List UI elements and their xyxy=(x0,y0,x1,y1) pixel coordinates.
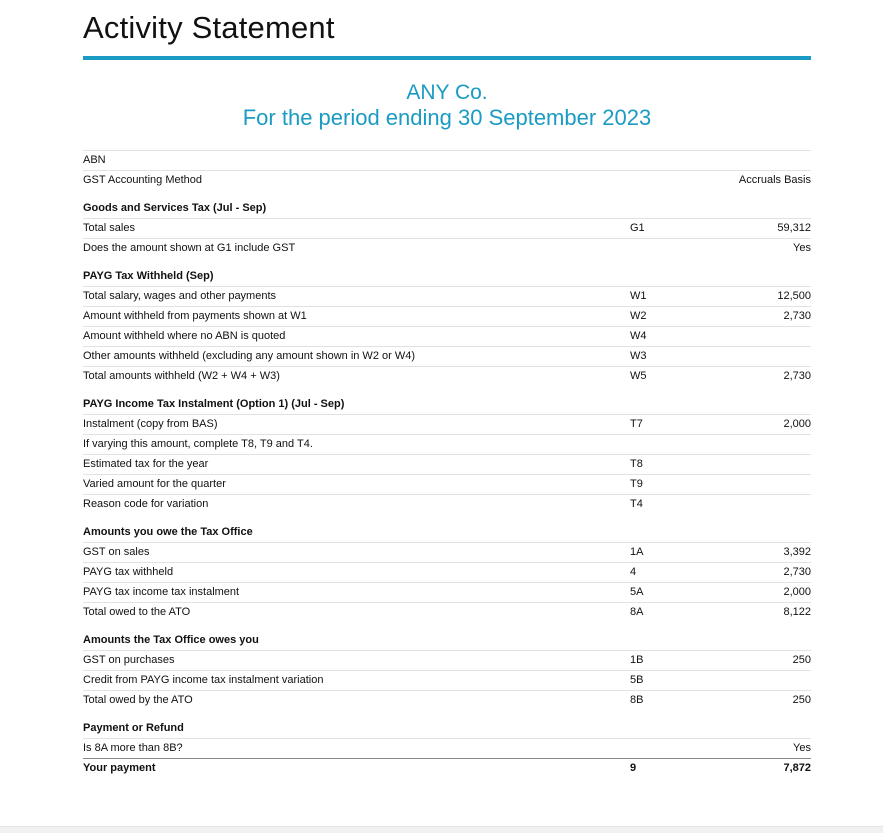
row-value: 2,730 xyxy=(783,370,811,382)
row-label: Does the amount shown at G1 include GST xyxy=(83,242,296,254)
row-label: Estimated tax for the year xyxy=(83,458,209,470)
row-label: Other amounts withheld (excluding any amount shown in W2 or W4) xyxy=(83,350,415,362)
table-row xyxy=(83,286,811,306)
row-label: Varied amount for the quarter xyxy=(83,478,226,490)
row-value: Yes xyxy=(793,242,811,254)
row-label: PAYG tax withheld xyxy=(83,566,174,578)
row-value: 12,500 xyxy=(777,290,811,302)
row-code: T9 xyxy=(630,478,643,490)
row-code: G1 xyxy=(630,222,645,234)
row-value: Accruals Basis xyxy=(738,174,811,186)
row-code: 4 xyxy=(630,566,637,578)
row-value: 2,000 xyxy=(783,418,811,430)
row-label: Total owed to the ATO xyxy=(83,606,191,618)
row-code: 8B xyxy=(630,694,644,706)
row-code: 5B xyxy=(630,674,644,686)
row-value: 7,872 xyxy=(783,762,811,774)
section-heading: Payment or Refund xyxy=(83,722,184,734)
table-row xyxy=(83,562,811,582)
table-row xyxy=(83,306,811,326)
row-code: W4 xyxy=(630,330,647,342)
row-code: T4 xyxy=(630,498,643,510)
row-label: Your payment xyxy=(83,762,156,774)
row-code: 1A xyxy=(630,546,644,558)
table-row xyxy=(83,434,811,454)
row-value: 2,730 xyxy=(783,310,811,322)
table-row xyxy=(83,690,811,710)
row-code: 5A xyxy=(630,586,644,598)
row-code: 8A xyxy=(630,606,644,618)
row-label: GST on purchases xyxy=(83,654,175,666)
table-row xyxy=(83,650,811,670)
table-row xyxy=(83,366,811,386)
your-payment-row xyxy=(83,758,811,778)
row-label: ABN xyxy=(83,154,106,166)
row-value: 2,730 xyxy=(783,566,811,578)
table-row xyxy=(83,218,811,238)
row-code: T8 xyxy=(630,458,643,470)
row-code: W2 xyxy=(630,310,647,322)
section-heading: Goods and Services Tax (Jul - Sep) xyxy=(83,202,267,214)
table-row xyxy=(83,238,811,258)
table-row xyxy=(83,326,811,346)
row-label: If varying this amount, complete T8, T9 and T4. xyxy=(83,438,313,450)
company-header xyxy=(83,80,811,130)
table-row xyxy=(83,414,811,434)
row-label: Total salary, wages and other payments xyxy=(83,290,277,302)
table-row xyxy=(83,170,811,190)
table-row xyxy=(83,474,811,494)
row-label: Total sales xyxy=(83,222,135,234)
page-title: Activity Statement xyxy=(83,10,335,45)
row-value: Yes xyxy=(793,742,811,754)
title-rule xyxy=(83,56,811,60)
row-label: GST Accounting Method xyxy=(83,174,203,186)
row-code: W3 xyxy=(630,350,647,362)
row-label: Total amounts withheld (W2 + W4 + W3) xyxy=(83,370,280,382)
row-value: 8,122 xyxy=(783,606,811,618)
row-value: 59,312 xyxy=(777,222,811,234)
section-heading: PAYG Income Tax Instalment (Option 1) (Jul - Sep) xyxy=(83,398,345,410)
row-label: Reason code for variation xyxy=(83,498,209,510)
period-text: For the period ending 30 September 2023 xyxy=(242,105,652,130)
table-row xyxy=(83,738,811,758)
row-label: GST on sales xyxy=(83,546,150,558)
table-row xyxy=(83,346,811,366)
row-label: Amount withheld from payments shown at W1 xyxy=(83,310,307,322)
row-value: 250 xyxy=(792,694,811,706)
table-row xyxy=(83,542,811,562)
row-label: Instalment (copy from BAS) xyxy=(83,418,218,430)
table-row xyxy=(83,150,811,170)
row-label: Is 8A more than 8B? xyxy=(83,742,183,754)
table-row xyxy=(83,670,811,690)
statement-table xyxy=(83,150,811,778)
company-name: ANY Co. xyxy=(406,81,488,104)
row-code: W5 xyxy=(630,370,647,382)
row-label: PAYG tax income tax instalment xyxy=(83,586,240,598)
row-value: 2,000 xyxy=(783,586,811,598)
table-row xyxy=(83,602,811,622)
row-label: Total owed by the ATO xyxy=(83,694,193,706)
row-label: Amount withheld where no ABN is quoted xyxy=(83,330,286,342)
section-heading: Amounts you owe the Tax Office xyxy=(83,526,253,538)
row-value: 250 xyxy=(792,654,811,666)
section-heading: Amounts the Tax Office owes you xyxy=(83,634,259,646)
row-code: 1B xyxy=(630,654,644,666)
row-code: 9 xyxy=(630,762,637,774)
row-value: 3,392 xyxy=(783,546,811,558)
table-row xyxy=(83,454,811,474)
row-code: T7 xyxy=(630,418,643,430)
row-code: W1 xyxy=(630,290,647,302)
section-heading: PAYG Tax Withheld (Sep) xyxy=(83,270,214,282)
table-row xyxy=(83,494,811,514)
table-row xyxy=(83,582,811,602)
row-label: Credit from PAYG income tax instalment variation xyxy=(83,674,324,686)
